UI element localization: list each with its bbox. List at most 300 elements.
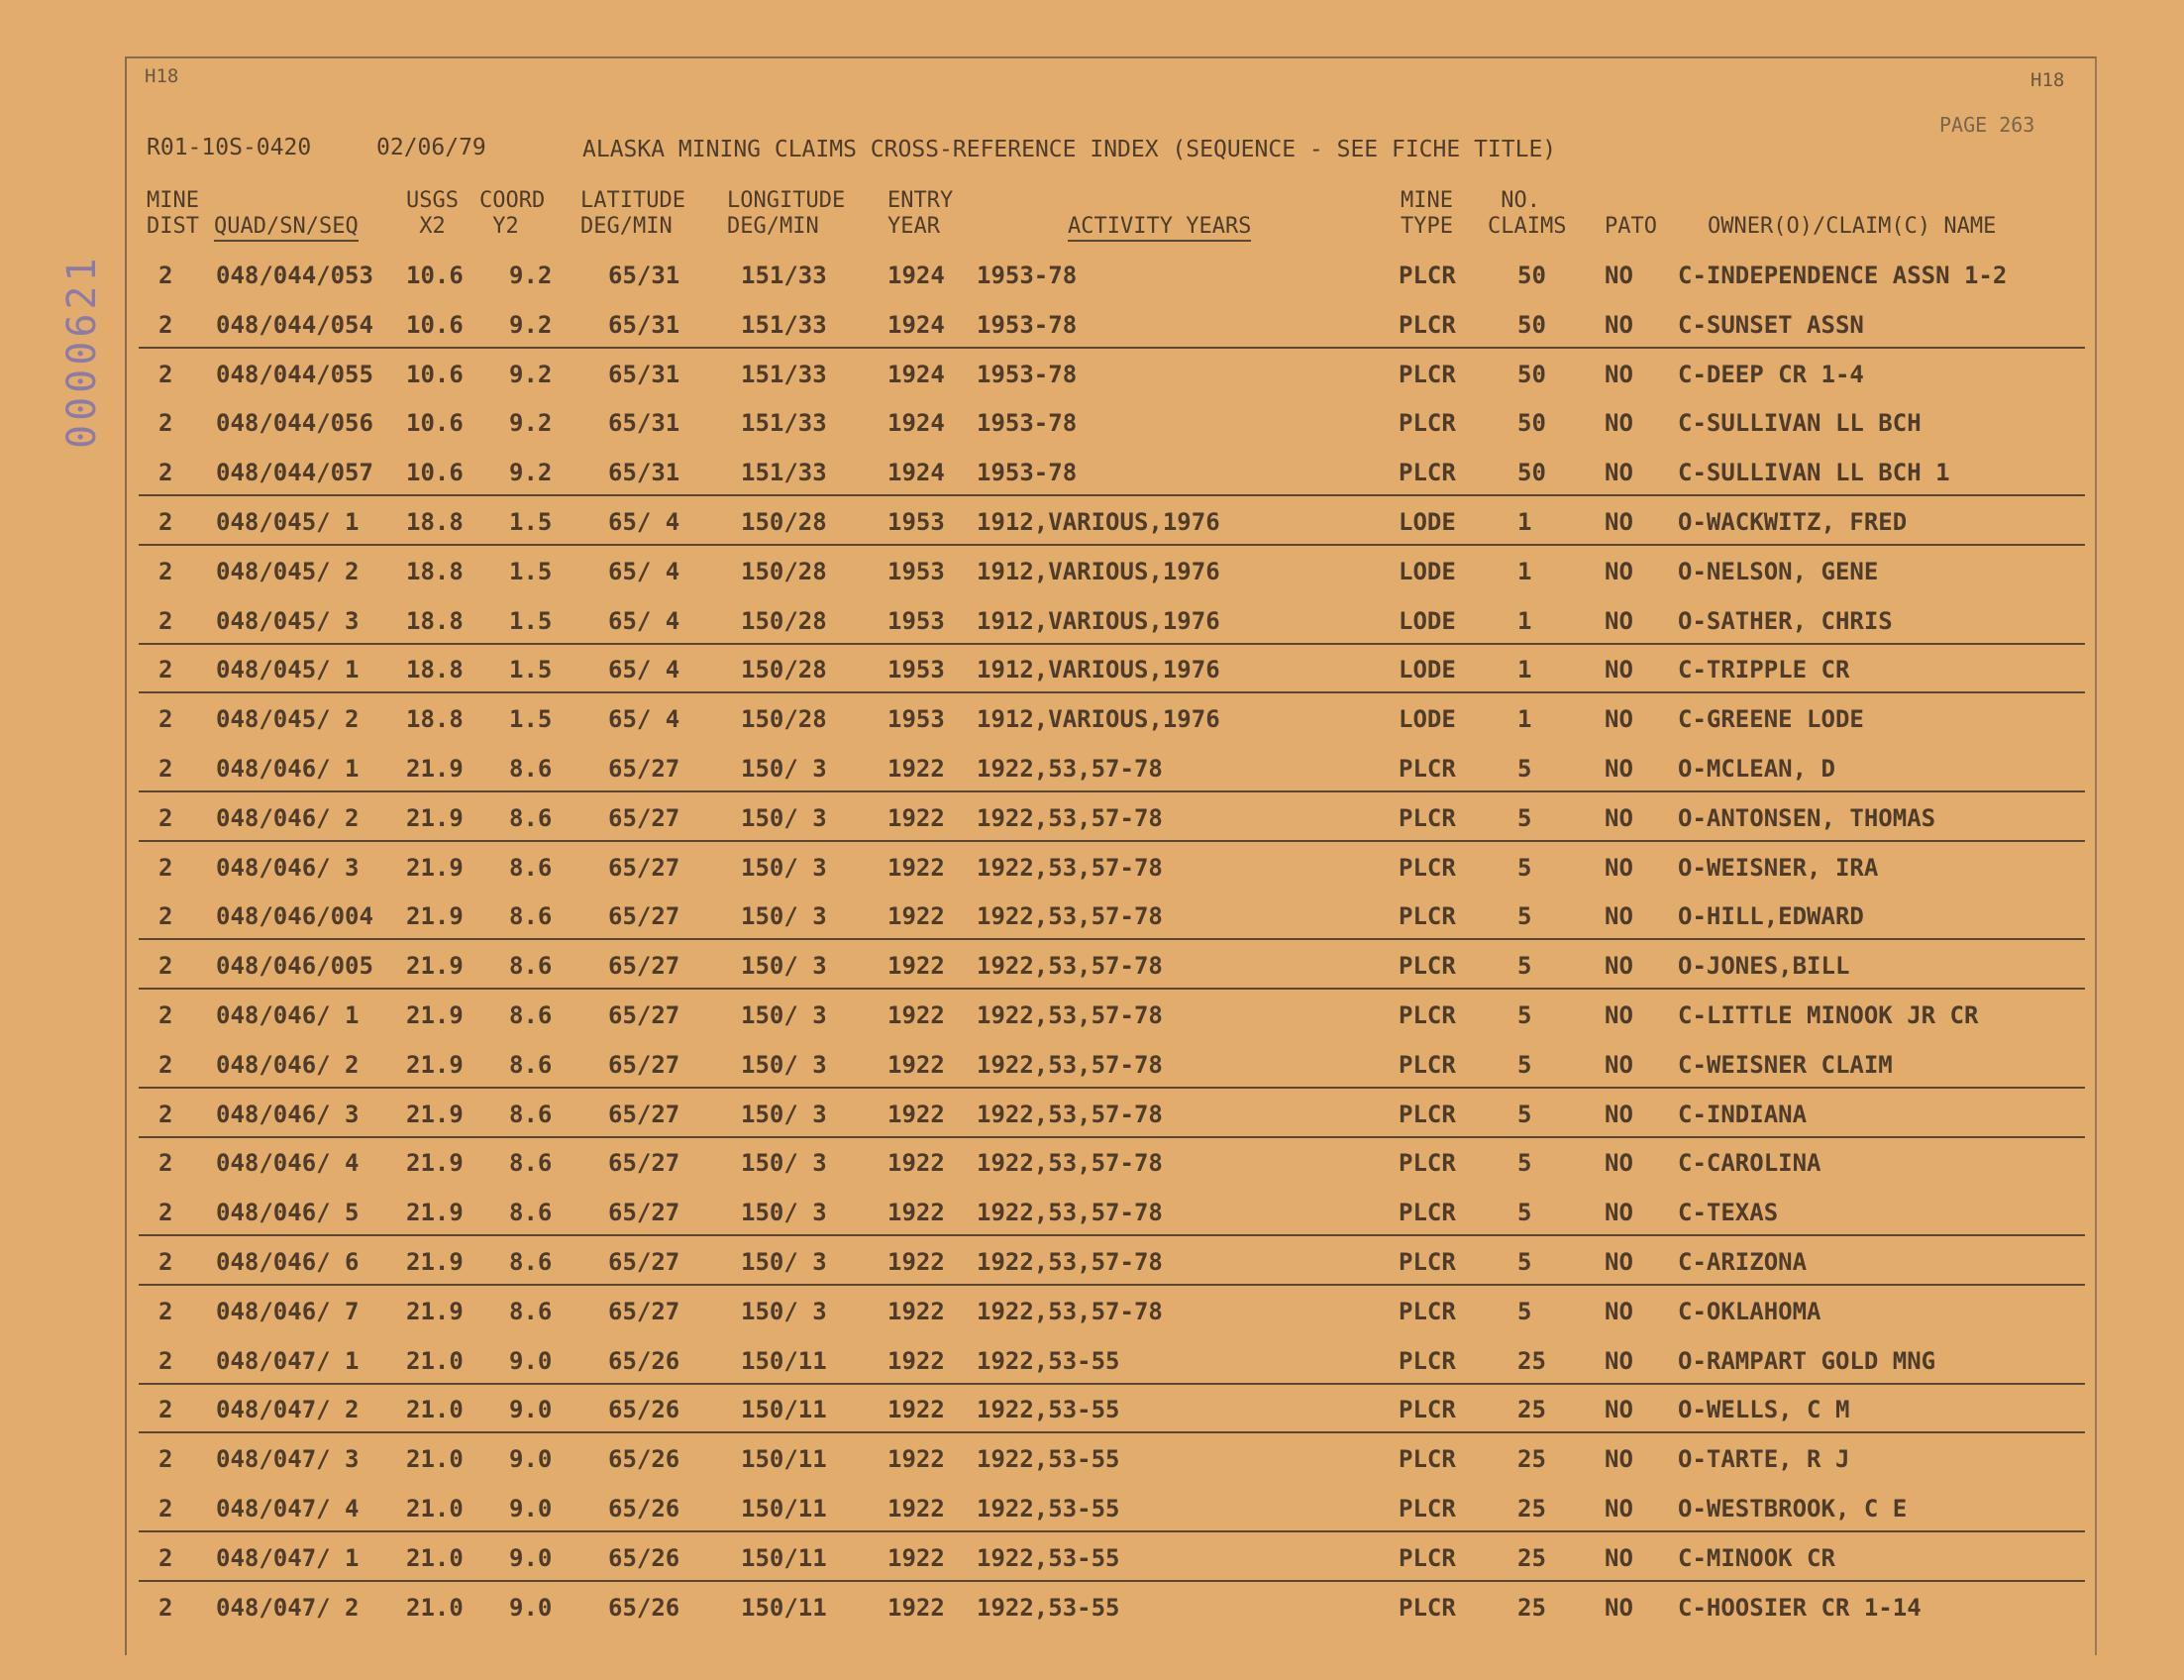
table-row	[0, 1339, 2184, 1383]
row-usgs-x2: 21.9	[406, 853, 464, 882]
row-pato: NO	[1605, 902, 1633, 931]
row-usgs-x2: 10.6	[406, 360, 464, 388]
row-mine-type: PLCR	[1399, 1495, 1456, 1522]
row-coord-y2: 8.6	[509, 1297, 553, 1325]
row-usgs-x2: 21.9	[406, 902, 464, 931]
row-longitude: 150/ 3	[741, 1001, 827, 1029]
row-no-claims: 5	[1517, 1050, 1532, 1079]
col-entry-year: ENTRY YEAR	[887, 188, 954, 239]
col-activity-years: ACTIVITY YEARS	[1068, 214, 1251, 242]
row-usgs-x2: 21.9	[406, 1149, 464, 1178]
table-row	[0, 1240, 2184, 1284]
row-coord-y2: 9.0	[509, 1543, 553, 1572]
row-no-claims: 25	[1517, 1495, 1546, 1522]
row-no-claims: 25	[1517, 1593, 1546, 1622]
row-quad-sn-seq: 048/047/ 2	[216, 1593, 360, 1622]
row-quad-sn-seq: 048/045/ 1	[216, 656, 360, 684]
row-owner-claim-name: O-WELLS, C M	[1678, 1396, 1850, 1424]
table-row	[0, 796, 2184, 840]
row-underline	[139, 1284, 2085, 1286]
row-usgs-x2: 21.9	[406, 1248, 464, 1276]
row-longitude: 150/11	[741, 1495, 827, 1522]
row-coord-y2: 1.5	[509, 606, 553, 635]
row-mine-dist: 2	[158, 656, 173, 684]
row-no-claims: 50	[1517, 360, 1546, 388]
row-usgs-x2: 21.9	[406, 1050, 464, 1079]
row-quad-sn-seq: 048/047/ 2	[216, 1396, 360, 1424]
row-no-claims: 5	[1517, 1248, 1532, 1276]
row-longitude: 150/ 3	[741, 1050, 827, 1079]
row-pato: NO	[1605, 803, 1633, 832]
row-underline	[139, 840, 2085, 842]
row-activity-years: 1922,53,57-78	[977, 1248, 1163, 1276]
row-coord-y2: 9.2	[509, 310, 553, 339]
row-pato: NO	[1605, 409, 1633, 438]
row-owner-claim-name: O-WEISNER, IRA	[1678, 853, 1879, 882]
row-coord-y2: 1.5	[509, 508, 553, 536]
row-longitude: 150/28	[741, 557, 827, 585]
row-entry-year: 1922	[887, 902, 945, 931]
row-mine-dist: 2	[158, 262, 173, 289]
row-coord-y2: 8.6	[509, 1050, 553, 1079]
row-owner-claim-name: O-HILL,EDWARD	[1678, 902, 1864, 931]
row-longitude: 150/11	[741, 1445, 827, 1474]
row-owner-claim-name: O-NELSON, GENE	[1678, 557, 1879, 585]
row-mine-type: PLCR	[1399, 310, 1456, 339]
row-mine-type: LODE	[1399, 557, 1456, 585]
row-mine-type: PLCR	[1399, 1050, 1456, 1079]
row-activity-years: 1922,53,57-78	[977, 1100, 1163, 1128]
row-longitude: 151/33	[741, 409, 827, 438]
row-entry-year: 1922	[887, 952, 945, 981]
row-no-claims: 5	[1517, 803, 1532, 832]
row-coord-y2: 9.0	[509, 1346, 553, 1375]
row-entry-year: 1924	[887, 459, 945, 487]
row-mine-type: PLCR	[1399, 755, 1456, 783]
row-latitude: 65/31	[608, 310, 680, 339]
row-entry-year: 1922	[887, 1593, 945, 1622]
row-longitude: 150/11	[741, 1593, 827, 1622]
row-mine-type: PLCR	[1399, 262, 1456, 289]
row-activity-years: 1922,53,57-78	[977, 1149, 1163, 1178]
row-usgs-x2: 18.8	[406, 508, 464, 536]
row-owner-claim-name: O-WACKWITZ, FRED	[1678, 508, 1908, 536]
row-quad-sn-seq: 048/044/056	[216, 409, 373, 438]
row-quad-sn-seq: 048/046/ 2	[216, 803, 360, 832]
row-pato: NO	[1605, 705, 1633, 734]
table-row	[0, 697, 2184, 741]
row-quad-sn-seq: 048/047/ 1	[216, 1346, 360, 1375]
row-longitude: 150/ 3	[741, 902, 827, 931]
row-mine-type: PLCR	[1399, 1593, 1456, 1622]
row-owner-claim-name: O-WESTBROOK, C E	[1678, 1495, 1908, 1522]
row-entry-year: 1953	[887, 656, 945, 684]
row-owner-claim-name: C-OKLAHOMA	[1678, 1297, 1821, 1325]
row-underline	[139, 938, 2085, 940]
row-mine-type: PLCR	[1399, 1100, 1456, 1128]
row-activity-years: 1922,53-55	[977, 1346, 1120, 1375]
row-entry-year: 1924	[887, 310, 945, 339]
row-latitude: 65/26	[608, 1593, 680, 1622]
row-mine-dist: 2	[158, 310, 173, 339]
row-activity-years: 1922,53,57-78	[977, 1297, 1163, 1325]
row-latitude: 65/27	[608, 803, 680, 832]
row-activity-years: 1912,VARIOUS,1976	[977, 557, 1220, 585]
row-underline	[139, 988, 2085, 990]
row-mine-dist: 2	[158, 508, 173, 536]
row-quad-sn-seq: 048/045/ 2	[216, 557, 360, 585]
row-longitude: 150/ 3	[741, 952, 827, 981]
row-coord-y2: 8.6	[509, 853, 553, 882]
table-row	[0, 1487, 2184, 1530]
row-owner-claim-name: C-HOOSIER CR 1-14	[1678, 1593, 1922, 1622]
row-mine-type: PLCR	[1399, 1199, 1456, 1227]
row-quad-sn-seq: 048/046/ 3	[216, 853, 360, 882]
table-row	[0, 944, 2184, 988]
row-no-claims: 5	[1517, 1199, 1532, 1227]
row-pato: NO	[1605, 1050, 1633, 1079]
row-pato: NO	[1605, 755, 1633, 783]
row-no-claims: 5	[1517, 1001, 1532, 1029]
row-quad-sn-seq: 048/045/ 1	[216, 508, 360, 536]
row-mine-type: PLCR	[1399, 459, 1456, 487]
row-mine-type: PLCR	[1399, 1346, 1456, 1375]
row-underline	[139, 643, 2085, 645]
row-mine-type: PLCR	[1399, 803, 1456, 832]
row-longitude: 150/11	[741, 1346, 827, 1375]
row-owner-claim-name: C-TEXAS	[1678, 1199, 1779, 1227]
table-row	[0, 401, 2184, 445]
row-quad-sn-seq: 048/046/ 7	[216, 1297, 360, 1325]
row-owner-claim-name: C-MINOOK CR	[1678, 1543, 1835, 1572]
row-coord-y2: 9.2	[509, 459, 553, 487]
row-latitude: 65/ 4	[608, 705, 680, 734]
row-mine-dist: 2	[158, 952, 173, 981]
row-mine-dist: 2	[158, 459, 173, 487]
row-activity-years: 1953-78	[977, 459, 1078, 487]
row-pato: NO	[1605, 656, 1633, 684]
row-no-claims: 25	[1517, 1346, 1546, 1375]
row-owner-claim-name: C-ARIZONA	[1678, 1248, 1808, 1276]
row-owner-claim-name: C-LITTLE MINOOK JR CR	[1678, 1001, 1979, 1029]
row-latitude: 65/ 4	[608, 557, 680, 585]
row-activity-years: 1922,53,57-78	[977, 1050, 1163, 1079]
row-pato: NO	[1605, 262, 1633, 289]
row-mine-dist: 2	[158, 1593, 173, 1622]
row-entry-year: 1922	[887, 853, 945, 882]
row-longitude: 150/ 3	[741, 1297, 827, 1325]
row-mine-type: PLCR	[1399, 1543, 1456, 1572]
row-entry-year: 1922	[887, 1149, 945, 1178]
corner-label-right: H18	[2030, 69, 2065, 91]
row-activity-years: 1922,53-55	[977, 1495, 1120, 1522]
row-coord-y2: 1.5	[509, 656, 553, 684]
row-no-claims: 5	[1517, 853, 1532, 882]
row-usgs-x2: 18.8	[406, 557, 464, 585]
row-usgs-x2: 10.6	[406, 409, 464, 438]
row-mine-type: PLCR	[1399, 952, 1456, 981]
row-latitude: 65/27	[608, 902, 680, 931]
row-activity-years: 1922,53,57-78	[977, 803, 1163, 832]
table-row	[0, 1437, 2184, 1481]
row-coord-y2: 1.5	[509, 705, 553, 734]
row-coord-y2: 8.6	[509, 1199, 553, 1227]
row-mine-type: LODE	[1399, 656, 1456, 684]
row-longitude: 151/33	[741, 459, 827, 487]
row-usgs-x2: 21.9	[406, 1199, 464, 1227]
row-coord-y2: 9.2	[509, 360, 553, 388]
row-mine-type: PLCR	[1399, 1248, 1456, 1276]
row-entry-year: 1922	[887, 1248, 945, 1276]
row-mine-dist: 2	[158, 1248, 173, 1276]
row-mine-type: PLCR	[1399, 409, 1456, 438]
report-code: R01-10S-0420	[147, 135, 312, 160]
row-longitude: 150/ 3	[741, 1100, 827, 1128]
table-row	[0, 254, 2184, 297]
corner-label-left: H18	[145, 65, 179, 87]
row-underline	[139, 1431, 2085, 1433]
row-quad-sn-seq: 048/044/055	[216, 360, 373, 388]
row-owner-claim-name: C-SUNSET ASSN	[1678, 310, 1864, 339]
table-row	[0, 599, 2184, 643]
row-latitude: 65/26	[608, 1346, 680, 1375]
row-mine-type: PLCR	[1399, 1297, 1456, 1325]
table-row	[0, 550, 2184, 593]
row-no-claims: 1	[1517, 656, 1532, 684]
row-quad-sn-seq: 048/045/ 2	[216, 705, 360, 734]
row-activity-years: 1922,53,57-78	[977, 902, 1163, 931]
row-quad-sn-seq: 048/046/ 3	[216, 1100, 360, 1128]
row-entry-year: 1922	[887, 1050, 945, 1079]
row-latitude: 65/31	[608, 262, 680, 289]
row-pato: NO	[1605, 1100, 1633, 1128]
row-latitude: 65/27	[608, 952, 680, 981]
row-latitude: 65/27	[608, 1248, 680, 1276]
row-activity-years: 1912,VARIOUS,1976	[977, 656, 1220, 684]
row-activity-years: 1953-78	[977, 310, 1078, 339]
row-mine-dist: 2	[158, 1199, 173, 1227]
row-mine-type: LODE	[1399, 606, 1456, 635]
row-mine-dist: 2	[158, 1445, 173, 1474]
table-row	[0, 1043, 2184, 1087]
row-entry-year: 1924	[887, 360, 945, 388]
row-latitude: 65/27	[608, 853, 680, 882]
row-longitude: 150/ 3	[741, 755, 827, 783]
row-latitude: 65/26	[608, 1543, 680, 1572]
row-usgs-x2: 10.6	[406, 459, 464, 487]
row-underline	[139, 691, 2085, 693]
row-coord-y2: 9.0	[509, 1593, 553, 1622]
row-quad-sn-seq: 048/046/ 1	[216, 1001, 360, 1029]
row-usgs-x2: 18.8	[406, 656, 464, 684]
row-entry-year: 1922	[887, 1297, 945, 1325]
row-latitude: 65/27	[608, 755, 680, 783]
row-underline	[139, 790, 2085, 792]
row-underline	[139, 1580, 2085, 1582]
row-longitude: 150/28	[741, 656, 827, 684]
table-row	[0, 1141, 2184, 1185]
row-latitude: 65/27	[608, 1050, 680, 1079]
row-no-claims: 25	[1517, 1543, 1546, 1572]
row-pato: NO	[1605, 1297, 1633, 1325]
row-quad-sn-seq: 048/045/ 3	[216, 606, 360, 635]
row-entry-year: 1922	[887, 1346, 945, 1375]
row-pato: NO	[1605, 1543, 1633, 1572]
row-longitude: 150/ 3	[741, 1248, 827, 1276]
row-latitude: 65/27	[608, 1100, 680, 1128]
col-mine-dist: MINE DIST	[147, 188, 199, 239]
row-usgs-x2: 21.0	[406, 1445, 464, 1474]
row-entry-year: 1922	[887, 1543, 945, 1572]
row-quad-sn-seq: 048/047/ 1	[216, 1543, 360, 1572]
row-activity-years: 1953-78	[977, 262, 1078, 289]
col-pato: PATO	[1605, 214, 1657, 239]
row-longitude: 150/28	[741, 606, 827, 635]
row-pato: NO	[1605, 1149, 1633, 1178]
row-no-claims: 50	[1517, 409, 1546, 438]
row-quad-sn-seq: 048/046/ 1	[216, 755, 360, 783]
row-pato: NO	[1605, 952, 1633, 981]
row-coord-y2: 8.6	[509, 902, 553, 931]
col-no-claims: NO. CLAIMS	[1488, 188, 1567, 239]
row-entry-year: 1924	[887, 262, 945, 289]
row-entry-year: 1922	[887, 1001, 945, 1029]
row-activity-years: 1922,53-55	[977, 1396, 1120, 1424]
row-coord-y2: 8.6	[509, 1149, 553, 1178]
row-quad-sn-seq: 048/044/057	[216, 459, 373, 487]
report-date: 02/06/79	[376, 135, 486, 160]
row-usgs-x2: 21.9	[406, 803, 464, 832]
row-activity-years: 1912,VARIOUS,1976	[977, 606, 1220, 635]
row-usgs-x2: 21.0	[406, 1593, 464, 1622]
row-no-claims: 1	[1517, 705, 1532, 734]
row-no-claims: 50	[1517, 310, 1546, 339]
row-usgs-x2: 21.9	[406, 1001, 464, 1029]
row-no-claims: 5	[1517, 755, 1532, 783]
row-usgs-x2: 21.9	[406, 952, 464, 981]
row-entry-year: 1922	[887, 1495, 945, 1522]
row-latitude: 65/ 4	[608, 508, 680, 536]
col-longitude: LONGITUDE DEG/MIN	[727, 188, 846, 239]
row-owner-claim-name: C-SULLIVAN LL BCH	[1678, 409, 1922, 438]
row-no-claims: 5	[1517, 952, 1532, 981]
row-owner-claim-name: O-RAMPART GOLD MNG	[1678, 1346, 1936, 1375]
col-owner-claim-name: OWNER(O)/CLAIM(C) NAME	[1708, 214, 1997, 239]
row-pato: NO	[1605, 1248, 1633, 1276]
row-usgs-x2: 21.9	[406, 755, 464, 783]
row-quad-sn-seq: 048/046/ 2	[216, 1050, 360, 1079]
table-row	[0, 303, 2184, 347]
row-no-claims: 1	[1517, 557, 1532, 585]
row-owner-claim-name: O-SATHER, CHRIS	[1678, 606, 1893, 635]
row-owner-claim-name: O-ANTONSEN, THOMAS	[1678, 803, 1936, 832]
row-latitude: 65/27	[608, 1149, 680, 1178]
row-coord-y2: 8.6	[509, 755, 553, 783]
row-pato: NO	[1605, 1199, 1633, 1227]
table-row	[0, 500, 2184, 544]
row-pato: NO	[1605, 459, 1633, 487]
row-mine-type: PLCR	[1399, 902, 1456, 931]
row-coord-y2: 9.2	[509, 409, 553, 438]
table-row	[0, 994, 2184, 1037]
col-coord-y2: COORD Y2	[479, 188, 546, 239]
row-mine-dist: 2	[158, 1149, 173, 1178]
row-no-claims: 25	[1517, 1396, 1546, 1424]
row-owner-claim-name: C-DEEP CR 1-4	[1678, 360, 1864, 388]
row-activity-years: 1922,53-55	[977, 1445, 1120, 1474]
row-entry-year: 1922	[887, 1100, 945, 1128]
row-entry-year: 1922	[887, 1445, 945, 1474]
row-usgs-x2: 18.8	[406, 705, 464, 734]
row-usgs-x2: 21.0	[406, 1495, 464, 1522]
row-mine-dist: 2	[158, 1543, 173, 1572]
row-usgs-x2: 21.0	[406, 1346, 464, 1375]
row-mine-type: LODE	[1399, 508, 1456, 536]
row-entry-year: 1953	[887, 508, 945, 536]
row-mine-dist: 2	[158, 1396, 173, 1424]
row-mine-dist: 2	[158, 1100, 173, 1128]
row-mine-type: LODE	[1399, 705, 1456, 734]
row-latitude: 65/ 4	[608, 656, 680, 684]
row-longitude: 150/11	[741, 1543, 827, 1572]
row-quad-sn-seq: 048/046/ 5	[216, 1199, 360, 1227]
row-entry-year: 1922	[887, 755, 945, 783]
row-usgs-x2: 10.6	[406, 310, 464, 339]
row-mine-type: PLCR	[1399, 1001, 1456, 1029]
row-activity-years: 1953-78	[977, 409, 1078, 438]
row-owner-claim-name: C-CAROLINA	[1678, 1149, 1821, 1178]
row-longitude: 150/11	[741, 1396, 827, 1424]
row-entry-year: 1953	[887, 557, 945, 585]
row-coord-y2: 8.6	[509, 1100, 553, 1128]
row-latitude: 65/31	[608, 409, 680, 438]
row-longitude: 151/33	[741, 262, 827, 289]
row-entry-year: 1924	[887, 409, 945, 438]
table-row	[0, 1586, 2184, 1629]
row-mine-dist: 2	[158, 1495, 173, 1522]
row-owner-claim-name: C-INDIANA	[1678, 1100, 1808, 1128]
row-pato: NO	[1605, 1001, 1633, 1029]
row-longitude: 150/ 3	[741, 1199, 827, 1227]
row-latitude: 65/26	[608, 1495, 680, 1522]
row-no-claims: 1	[1517, 508, 1532, 536]
row-mine-type: PLCR	[1399, 1445, 1456, 1474]
row-quad-sn-seq: 048/044/054	[216, 310, 373, 339]
row-no-claims: 5	[1517, 1100, 1532, 1128]
row-mine-dist: 2	[158, 1050, 173, 1079]
row-underline	[139, 1087, 2085, 1089]
row-mine-dist: 2	[158, 1001, 173, 1029]
row-coord-y2: 8.6	[509, 803, 553, 832]
table-row	[0, 846, 2184, 890]
row-latitude: 65/27	[608, 1199, 680, 1227]
row-owner-claim-name: C-SULLIVAN LL BCH 1	[1678, 459, 1950, 487]
row-longitude: 150/ 3	[741, 853, 827, 882]
row-underline	[139, 1383, 2085, 1385]
row-quad-sn-seq: 048/046/ 6	[216, 1248, 360, 1276]
col-usgs-x2: USGS X2	[406, 188, 459, 239]
row-no-claims: 5	[1517, 1297, 1532, 1325]
row-pato: NO	[1605, 508, 1633, 536]
row-coord-y2: 1.5	[509, 557, 553, 585]
row-entry-year: 1953	[887, 705, 945, 734]
row-pato: NO	[1605, 1593, 1633, 1622]
row-underline	[139, 494, 2085, 496]
row-entry-year: 1922	[887, 803, 945, 832]
row-latitude: 65/27	[608, 1297, 680, 1325]
row-longitude: 150/ 3	[741, 1149, 827, 1178]
row-mine-dist: 2	[158, 557, 173, 585]
